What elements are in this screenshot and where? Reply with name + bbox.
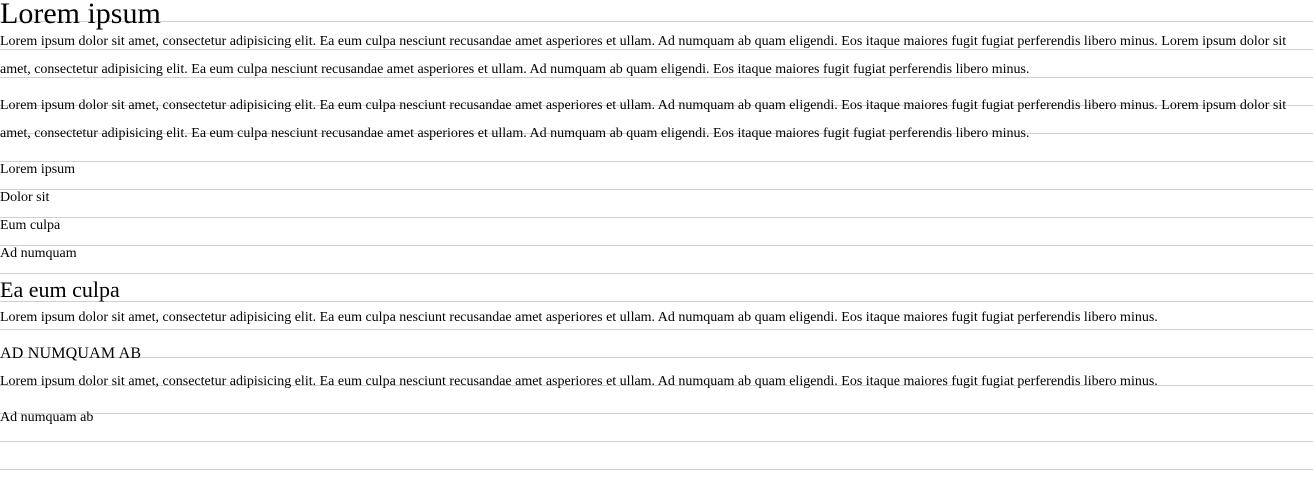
paragraph-1: Lorem ipsum dolor sit amet, consectetur adipisicing elit. Ea eum culpa nesciunt recusandae amet asperiores et ullam. Ad numquam ab quam eligendi. Eos itaque maiores fugit fugiat perferendis libero minus. Lorem ipsum dolor sit amet, consectetur adipisicing elit. Ea eum culpa nesciunt recusandae amet asperiores et ullam. Ad numquam ab quam eligendi. Eos itaque maiores fugit fugiat perferendis libero minus. bbox=[0, 34, 1287, 77]
spacer bbox=[0, 148, 1313, 156]
list-item: Eum culpa bbox=[0, 218, 61, 233]
spacer bbox=[0, 84, 1313, 92]
section-paragraph: Lorem ipsum dolor sit amet, consectetur adipisicing elit. Ea eum culpa nesciunt recusandae amet asperiores et ullam. Ad numquam ab quam eligendi. Eos itaque maiores fugit fugiat perferendis libero minus. bbox=[0, 310, 1158, 325]
footer-text: Ad numquam ab bbox=[0, 410, 94, 425]
list-item: Lorem ipsum bbox=[0, 162, 76, 177]
page-title: Lorem ipsum bbox=[0, 0, 161, 30]
spacer bbox=[0, 332, 1313, 340]
list-item: Dolor sit bbox=[0, 190, 50, 205]
list-item: Ad numquam bbox=[0, 246, 77, 261]
subsection-paragraph: Lorem ipsum dolor sit amet, consectetur adipisicing elit. Ea eum culpa nesciunt recusandae amet asperiores et ullam. Ad numquam ab quam eligendi. Eos itaque maiores fugit fugiat perferendis libero minus. bbox=[0, 374, 1158, 389]
spacer bbox=[0, 396, 1313, 404]
paragraph-2: Lorem ipsum dolor sit amet, consectetur adipisicing elit. Ea eum culpa nesciunt recusandae amet asperiores et ullam. Ad numquam ab quam eligendi. Eos itaque maiores fugit fugiat perferendis libero minus. Lorem ipsum dolor sit amet, consectetur adipisicing elit. Ea eum culpa nesciunt recusandae amet asperiores et ullam. Ad numquam ab quam eligendi. Eos itaque maiores fugit fugiat perferendis libero minus. bbox=[0, 98, 1287, 141]
subsection-heading: AD NUMQUAM AB bbox=[0, 345, 142, 362]
section-heading: Ea eum culpa bbox=[0, 277, 120, 302]
